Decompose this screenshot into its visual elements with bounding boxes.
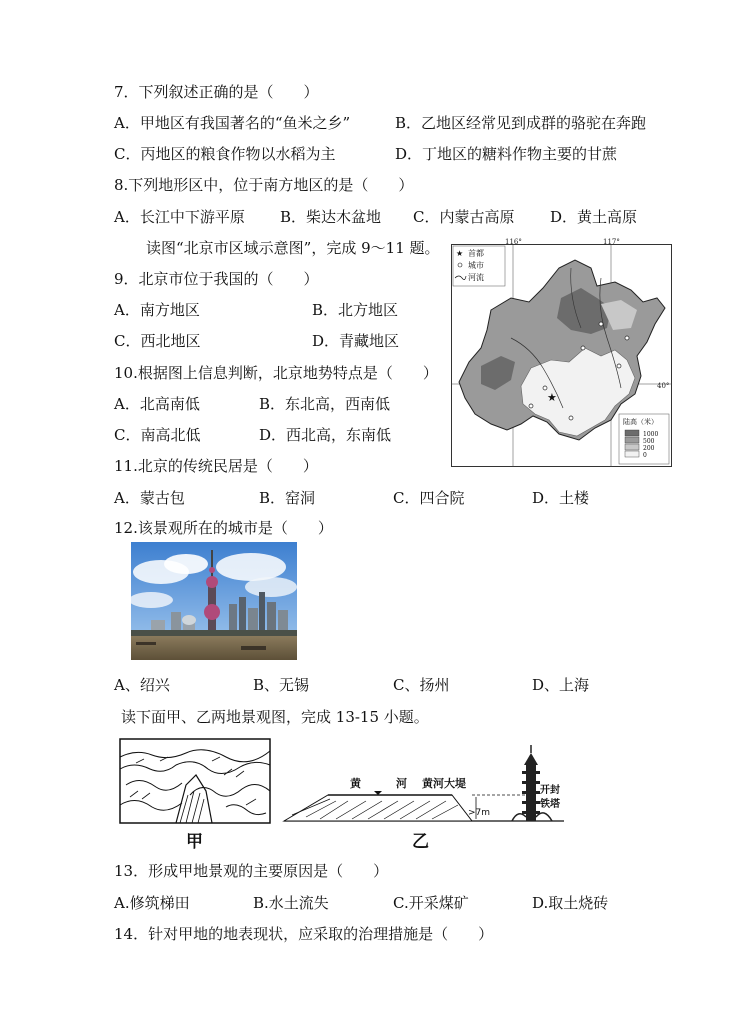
legend-city: 城市 — [468, 261, 484, 270]
q9-option-d: D．青藏地区 — [312, 332, 400, 350]
intro-13-15: 读下面甲、乙两地景观图，完成 13-15 小题。 — [121, 708, 429, 726]
q9-option-a: A．南方地区 — [114, 301, 200, 319]
legend-city-icon — [458, 263, 462, 267]
q10-option-a: A．北高南低 — [114, 395, 200, 413]
elevation-title: 陆高（米） — [623, 418, 658, 426]
q14-stem: 14．针对甲地的地表现状，应采取的治理措施是（ ） — [114, 925, 494, 943]
q12-option-d: D、上海 — [532, 676, 590, 694]
legend-capital: 首都 — [468, 249, 484, 258]
q7-option-a: A．甲地区有我国著名的“鱼米之乡” — [114, 114, 351, 132]
elevation-legend — [619, 414, 669, 464]
shanghai-skyline-photo — [131, 542, 297, 660]
caption-jia: 甲 — [186, 832, 203, 852]
caption-yi: 乙 — [412, 832, 429, 852]
q7-option-c: C．丙地区的粮食作物以水稻为主 — [114, 145, 336, 163]
lon-116-label: 116° — [505, 238, 522, 246]
label-levee: 黄河大堤 — [422, 777, 466, 790]
beijing-map — [451, 238, 672, 467]
q11-option-a: A．蒙古包 — [114, 489, 185, 507]
intro-9-11: 读图“北京市区域示意图”，完成 9～11 题。 — [146, 239, 440, 257]
label-river-a: 黄 — [350, 777, 361, 790]
q13-stem: 13．形成甲地景观的主要原因是（ ） — [114, 862, 389, 880]
q10-stem: 10.根据图上信息判断，北京地势特点是（ ） — [114, 364, 438, 382]
q12-option-b: B、无锡 — [253, 676, 310, 694]
q11-stem: 11.北京的传统民居是（ ） — [114, 457, 318, 475]
q13-option-b: B.水土流失 — [253, 894, 329, 912]
q8-option-a: A．长江中下游平原 — [114, 208, 245, 226]
q9-stem: 9．北京市位于我国的（ ） — [114, 270, 319, 288]
q9-option-b: B．北方地区 — [312, 301, 399, 319]
q8-option-d: D．黄土高原 — [550, 208, 638, 226]
legend-river: 河流 — [468, 273, 484, 282]
elev-level-0: 0 — [643, 452, 647, 459]
q11-option-b: B．窑洞 — [259, 489, 316, 507]
label-tower-a: 开封 — [540, 785, 560, 796]
q7-stem: 7．下列叙述正确的是（ ） — [114, 83, 319, 101]
q10-option-b: B．东北高，西南低 — [259, 395, 391, 413]
elev-level-200: 200 — [643, 445, 655, 452]
lon-117-label: 117° — [603, 238, 620, 246]
q13-option-a: A.修筑梯田 — [114, 894, 190, 912]
q10-option-c: C．南高北低 — [114, 426, 201, 444]
q12-option-a: A、绍兴 — [114, 676, 170, 694]
q13-option-d: D.取土烧砖 — [532, 894, 609, 912]
lat-40-label: 40° — [657, 382, 670, 390]
q9-option-c: C．西北地区 — [114, 332, 201, 350]
q8-option-c: C．内蒙古高原 — [413, 208, 515, 226]
q11-option-d: D．土楼 — [532, 489, 590, 507]
q11-option-c: C．四合院 — [393, 489, 465, 507]
landscape-figure — [116, 735, 568, 853]
q8-stem: 8.下列地形区中，位于南方地区的是（ ） — [114, 176, 414, 194]
label-river-b: 河 — [396, 777, 407, 790]
q7-option-b: B．乙地区经常见到成群的骆驼在奔跑 — [395, 114, 647, 132]
q13-option-c: C.开采煤矿 — [393, 894, 469, 912]
label-tower-b: 铁塔 — [540, 799, 560, 810]
q10-option-d: D．西北高，东南低 — [259, 426, 392, 444]
q8-option-b: B．柴达木盆地 — [280, 208, 382, 226]
capital-star-icon: ★ — [547, 391, 557, 404]
legend-star-icon: ★ — [456, 249, 464, 258]
q12-stem: 12.该景观所在的城市是（ ） — [114, 519, 333, 537]
label-height: >7m — [468, 808, 491, 818]
q12-option-c: C、扬州 — [393, 676, 450, 694]
q7-option-d: D．丁地区的糖料作物主要的甘蔗 — [395, 145, 618, 163]
elev-level-1000: 1000 — [643, 431, 659, 438]
elev-level-500: 500 — [643, 438, 655, 445]
map-legend — [453, 246, 505, 286]
